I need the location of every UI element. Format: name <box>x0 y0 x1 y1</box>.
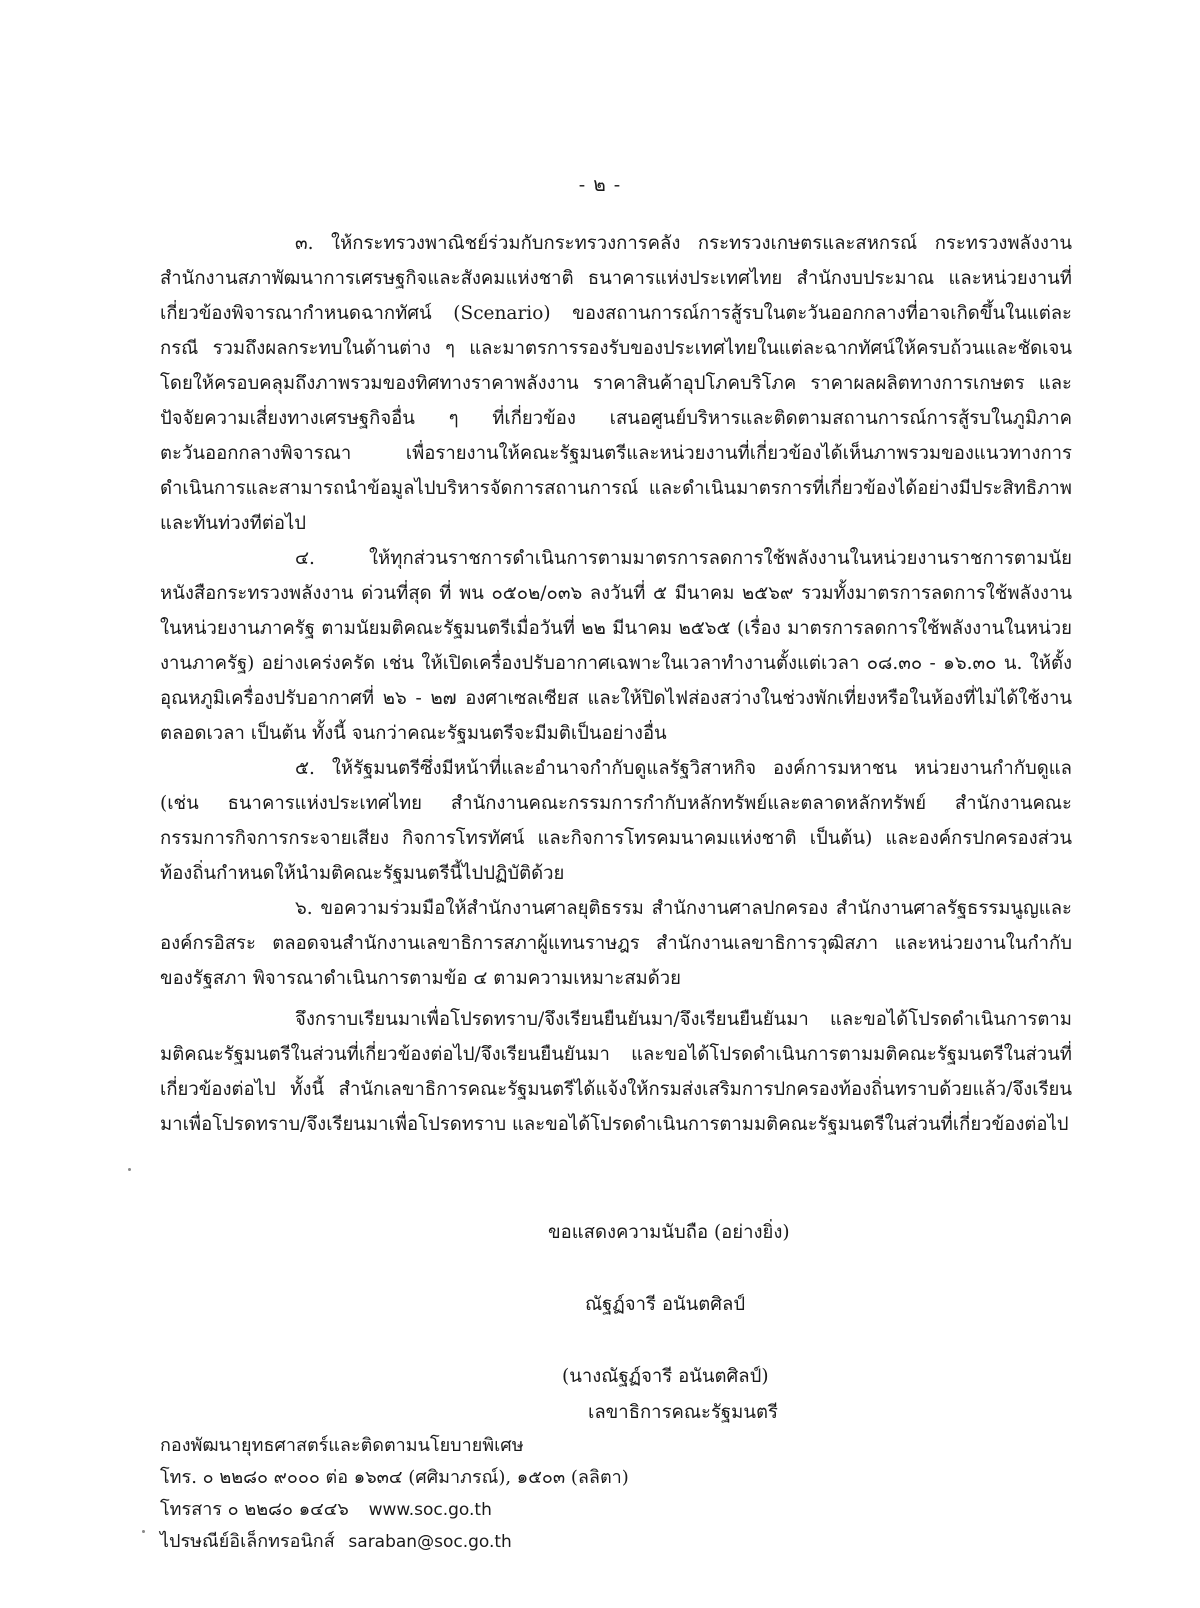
footer-contact <box>160 1430 629 1558</box>
salutation: ขอแสดงความนับถือ (อย่างยิ่ง) <box>548 1222 790 1243</box>
paragraph-item-3: ๓. ให้กระทรวงพาณิชย์ร่วมกับกระทรวงการคลัง กระทรวงเกษตรและสหกรณ์ กระทรวงพลังงาน สำนักงานสภาพัฒนาการเศรษฐกิจและสังคมแห่งชาติ ธนาคารแห่งประเทศไทย สำนักงบประมาณ และหน่วยงานที่เกี่ยวข้องพิจารณากำหนดฉากทัศน์ (Scenario) ของสถานการณ์การสู้รบในตะวันออกกลางที่อาจเกิดขึ้นในแต่ละกรณี รวมถึงผลกระทบในด้านต่าง ๆ และมาตรการรองรับของประเทศไทยในแต่ละฉากทัศน์ให้ครบถ้วนและชัดเจน โดยให้ครอบคลุมถึงภาพรวมของทิศทางราคาพลังงาน ราคาสินค้าอุปโภคบริโภค ราคาผลผลิตทางการเกษตร และปัจจัยความเสี่ยงทางเศรษฐกิจอื่น ๆ ที่เกี่ยวข้อง เสนอศูนย์บริหารและติดตามสถานการณ์การสู้รบในภูมิภาคตะวันออกกลางพิจารณา เพื่อรายงานให้คณะรัฐมนตรีและหน่วยงานที่เกี่ยวข้องได้เห็นภาพรวมของแนวทางการดำเนินการและสามารถนำข้อมูลไปบริหารจัดการสถานการณ์ และดำเนินมาตรการที่เกี่ยวข้องได้อย่างมีประสิทธิภาพและทันท่วงทีต่อไป <box>160 233 1072 534</box>
footer-department: กองพัฒนายุทธศาสตร์และติดตามนโยบายพิเศษ <box>160 1435 524 1456</box>
document-body <box>160 226 1072 1142</box>
footer-phone: โทร. ๐ ๒๒๘๐ ๙๐๐๐ ต่อ ๑๖๓๔ (ศศิมาภรณ์), ๑๕๐๓ (ลลิตา) <box>160 1467 629 1488</box>
footer-email-label: ไปรษณีย์อิเล็กทรอนิกส์ <box>160 1531 335 1552</box>
paragraph-item-6: ๖. ขอความร่วมมือให้สำนักงานศาลยุติธรรม สำนักงานศาลปกครอง สำนักงานศาลรัฐธรรมนูญและองค์กรอิสระ ตลอดจนสำนักงานเลขาธิการสภาผู้แทนราษฎร สำนักงานเลขาธิการวุฒิสภา และหน่วยงานในกำกับของรัฐสภา พิจารณาดำเนินการตามข้อ ๔ ตามความเหมาะสมด้วย <box>160 898 1072 989</box>
paragraph-item-4: ๔. ให้ทุกส่วนราชการดำเนินการตามมาตรการลดการใช้พลังงานในหน่วยงานราชการตามนัยหนังสือกระทรวงพลังงาน ด่วนที่สุด ที่ พน ๐๕๐๒/๐๓๖ ลงวันที่ ๕ มีนาคม ๒๕๖๙ รวมทั้งมาตรการลดการใช้พลังงานในหน่วยงานภาครัฐ ตามนัยมติคณะรัฐมนตรีเมื่อวันที่ ๒๒ มีนาคม ๒๕๖๕ (เรื่อง มาตรการลดการใช้พลังงานในหน่วยงานภาครัฐ) อย่างเคร่งครัด เช่น ให้เปิดเครื่องปรับอากาศเฉพาะในเวลาทำงานตั้งแต่เวลา ๐๘.๓๐ - ๑๖.๓๐ น. ให้ตั้งอุณหภูมิเครื่องปรับอากาศที่ ๒๖ - ๒๗ องศาเซลเซียส และให้ปิดไฟส่องสว่างในช่วงพักเที่ยงหรือในห้องที่ไม่ได้ใช้งานตลอดเวลา เป็นต้น ทั้งนี้ จนกว่าคณะรัฐมนตรีจะมีมติเป็นอย่างอื่น <box>160 548 1072 744</box>
closing-paragraph: จึงกราบเรียนมาเพื่อโปรดทราบ/จึงเรียนยืนยันมา/จึงเรียนยืนยันมา และขอได้โปรดดำเนินการตามมติคณะรัฐมนตรีในส่วนที่เกี่ยวข้องต่อไป/จึงเรียนยืนยันมา และขอได้โปรดดำเนินการตามมติคณะรัฐมนตรีในส่วนที่เกี่ยวข้องต่อไป ทั้งนี้ สำนักเลขาธิการคณะรัฐมนตรีได้แจ้งให้กรมส่งเสริมการปกครองท้องถิ่นทราบด้วยแล้ว/จึงเรียนมาเพื่อโปรดทราบ/จึงเรียนมาเพื่อโปรดทราบ และขอได้โปรดดำเนินการตามมติคณะรัฐมนตรีในส่วนที่เกี่ยวข้องต่อไป <box>160 1009 1072 1135</box>
footer-email-row <box>160 1526 629 1558</box>
page-number: - ๒ - <box>578 174 622 196</box>
footer-email: saraban@soc.go.th <box>348 1532 512 1552</box>
footer-website: www.soc.go.th <box>368 1500 492 1520</box>
paragraph-item-5: ๕. ให้รัฐมนตรีซึ่งมีหน้าที่และอำนาจกำกับดูแลรัฐวิสาหกิจ องค์การมหาชน หน่วยงานกำกับดูแล (เช่น ธนาคารแห่งประเทศไทย สำนักงานคณะกรรมการกำกับหลักทรัพย์และตลาดหลักทรัพย์ สำนักงานคณะกรรมการกิจการกระจายเสียง กิจการโทรทัศน์ และกิจการโทรคมนาคมแห่งชาติ เป็นต้น) และองค์กรปกครองส่วนท้องถิ่นกำหนดให้นำมติคณะรัฐมนตรีนี้ไปปฏิบัติด้วย <box>160 758 1072 884</box>
scan-speck <box>142 1530 145 1533</box>
scan-speck <box>128 1168 131 1171</box>
signatory-position: เลขาธิการคณะรัฐมนตรี <box>588 1402 778 1423</box>
signatory-name: (นางณัฐฏ์จารี อนันตศิลป์) <box>562 1366 769 1387</box>
footer-fax-row <box>160 1494 629 1526</box>
footer-fax: โทรสาร ๐ ๒๒๘๐ ๑๔๔๖ <box>160 1499 349 1520</box>
signature: ณัฐฏ์จารี อนันตศิลป์ <box>585 1294 746 1315</box>
